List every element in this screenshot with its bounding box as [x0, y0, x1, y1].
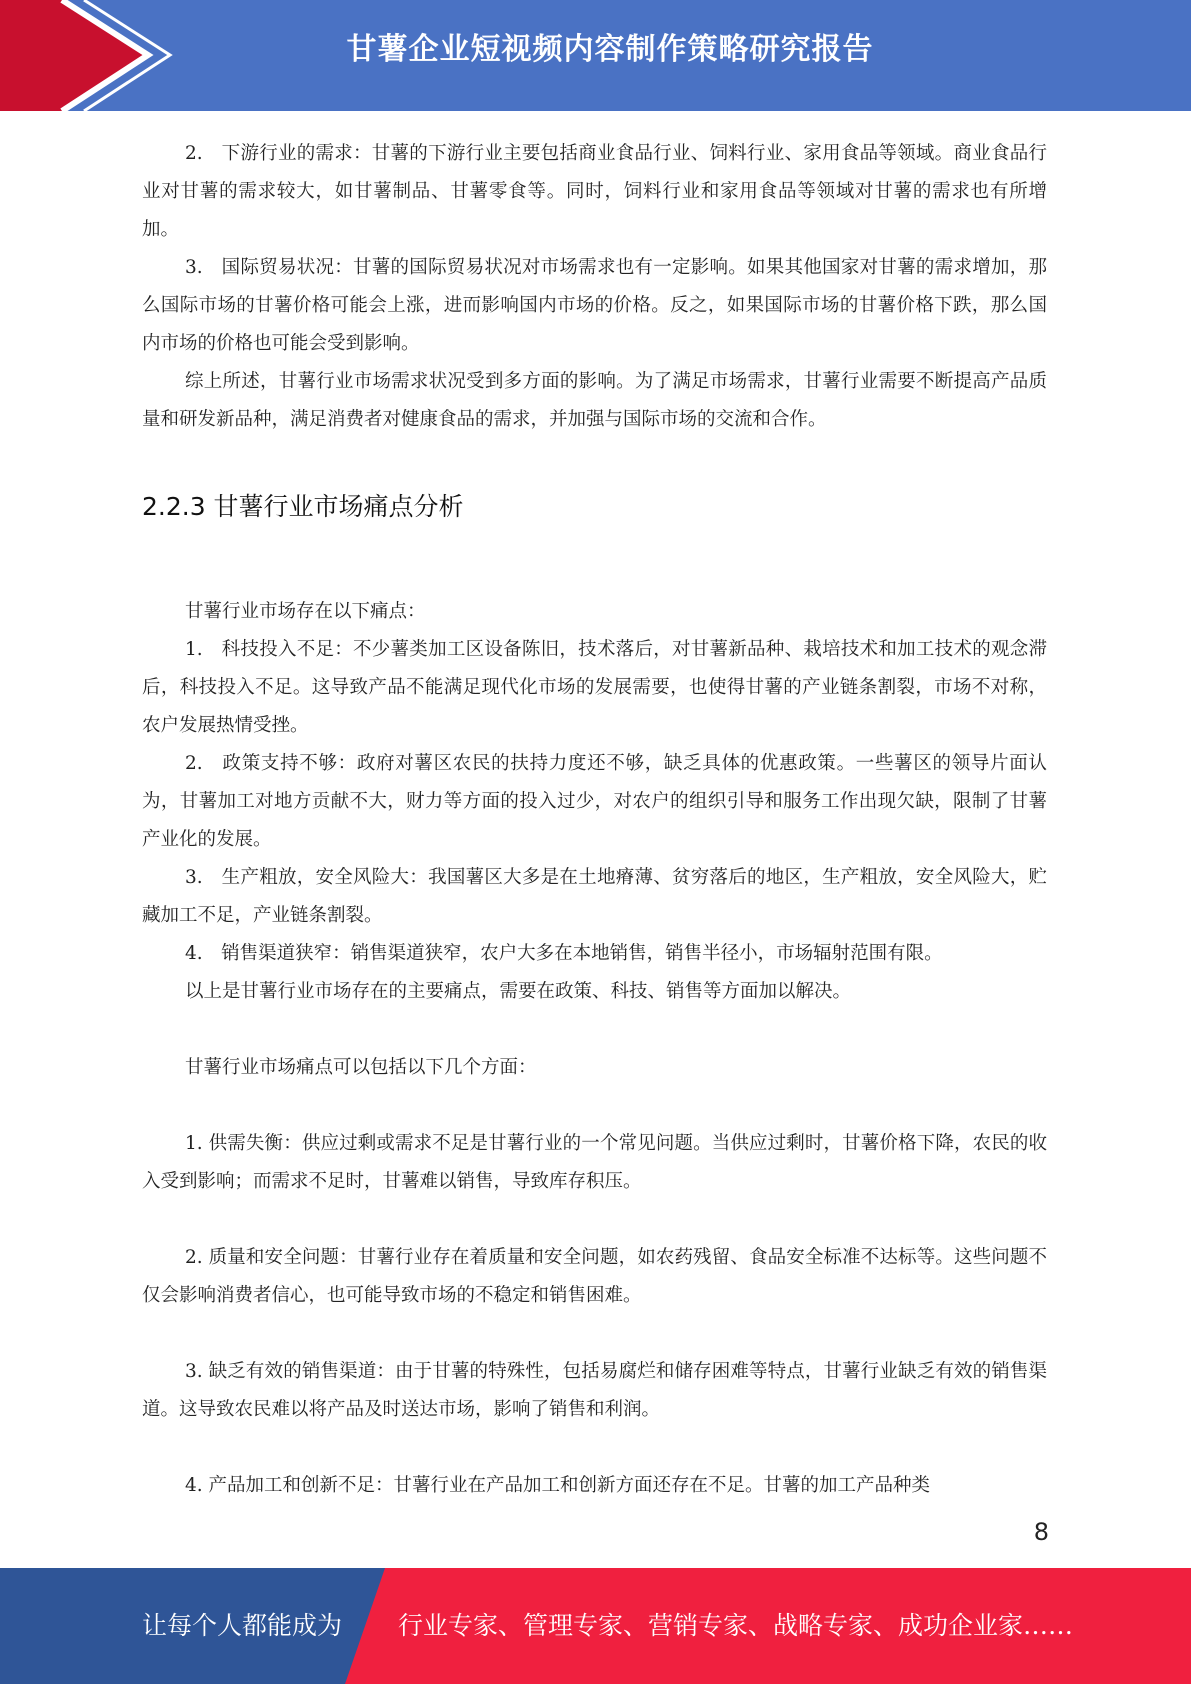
page-header	[0, 0, 1191, 111]
aspect-2: 2. 质量和安全问题：甘薯行业存在着质量和安全问题，如农药残留、食品安全标准不达标等。这些问题不仅会影响消费者信心，也可能导致市场的不稳定和销售困难。	[142, 1247, 1047, 1306]
pain-point-3: 3. 生产粗放，安全风险大：我国薯区大多是在土地瘠薄、贫穷落后的地区，生产粗放，安全风险大，贮藏加工不足，产业链条割裂。	[142, 867, 1047, 926]
pain-point-4: 4. 销售渠道狭窄：销售渠道狭窄，农户大多在本地销售，销售半径小，市场辐射范围有限。	[185, 943, 943, 964]
paragraph-international-trade: 3. 国际贸易状况：甘薯的国际贸易状况对市场需求也有一定影响。如果其他国家对甘薯的需求增加，那么国际市场的甘薯价格可能会上涨，进而影响国内市场的价格。反之，如果国际市场的甘薯价格下跌，那么国内市场的价格也可能会受到影响。	[142, 257, 1047, 354]
paragraph-downstream-demand: 2. 下游行业的需求：甘薯的下游行业主要包括商业食品行业、饲料行业、家用食品等领域。商业食品行业对甘薯的需求较大，如甘薯制品、甘薯零食等。同时，饲料行业和家用食品等领域对甘薯的需求也有所增加。	[142, 143, 1047, 240]
aspect-1: 1. 供需失衡：供应过剩或需求不足是甘薯行业的一个常见问题。当供应过剩时，甘薯价格下降，农民的收入受到影响；而需求不足时，甘薯难以销售，导致库存积压。	[142, 1133, 1047, 1192]
page-number: 8	[1033, 1518, 1049, 1546]
page-footer	[0, 1568, 1191, 1684]
section-heading: 2.2.3 甘薯行业市场痛点分析	[142, 492, 464, 521]
aspect-4: 4. 产品加工和创新不足：甘薯行业在产品加工和创新方面还存在不足。甘薯的加工产品种类	[185, 1475, 931, 1496]
header-title: 甘薯企业短视频内容制作策略研究报告	[346, 32, 874, 67]
footer-slogan-left: 让每个人都能成为	[142, 1611, 343, 1640]
aspect-3: 3. 缺乏有效的销售渠道：由于甘薯的特殊性，包括易腐烂和储存困难等特点，甘薯行业缺乏有效的销售渠道。这导致农民难以将产品及时送达市场，影响了销售和利润。	[142, 1361, 1047, 1420]
pain-points-intro: 甘薯行业市场存在以下痛点：	[185, 601, 426, 622]
footer-slogan-right: 行业专家、管理专家、营销专家、战略专家、成功企业家……	[398, 1611, 1074, 1640]
pain-points-summary: 以上是甘薯行业市场存在的主要痛点，需要在政策、科技、销售等方面加以解决。	[185, 981, 852, 1002]
paragraph-summary: 综上所述，甘薯行业市场需求状况受到多方面的影响。为了满足市场需求，甘薯行业需要不断提高产品质量和研发新品种，满足消费者对健康食品的需求，并加强与国际市场的交流和合作。	[142, 371, 1047, 430]
pain-point-1: 1. 科技投入不足：不少薯类加工区设备陈旧，技术落后，对甘薯新品种、栽培技术和加工技术的观念滞后，科技投入不足。这导致产品不能满足现代化市场的发展需要，也使得甘薯的产业链条割裂，市场不对称，农户发展热情受挫。	[142, 639, 1047, 736]
report-body	[142, 135, 1047, 1505]
pain-point-2: 2. 政策支持不够：政府对薯区农民的扶持力度还不够，缺乏具体的优惠政策。一些薯区的领导片面认为，甘薯加工对地方贡献不大，财力等方面的投入过少，对农户的组织引导和服务工作出现欠缺，限制了甘薯产业化的发展。	[142, 753, 1047, 850]
aspects-intro: 甘薯行业市场痛点可以包括以下几个方面：	[185, 1057, 537, 1078]
